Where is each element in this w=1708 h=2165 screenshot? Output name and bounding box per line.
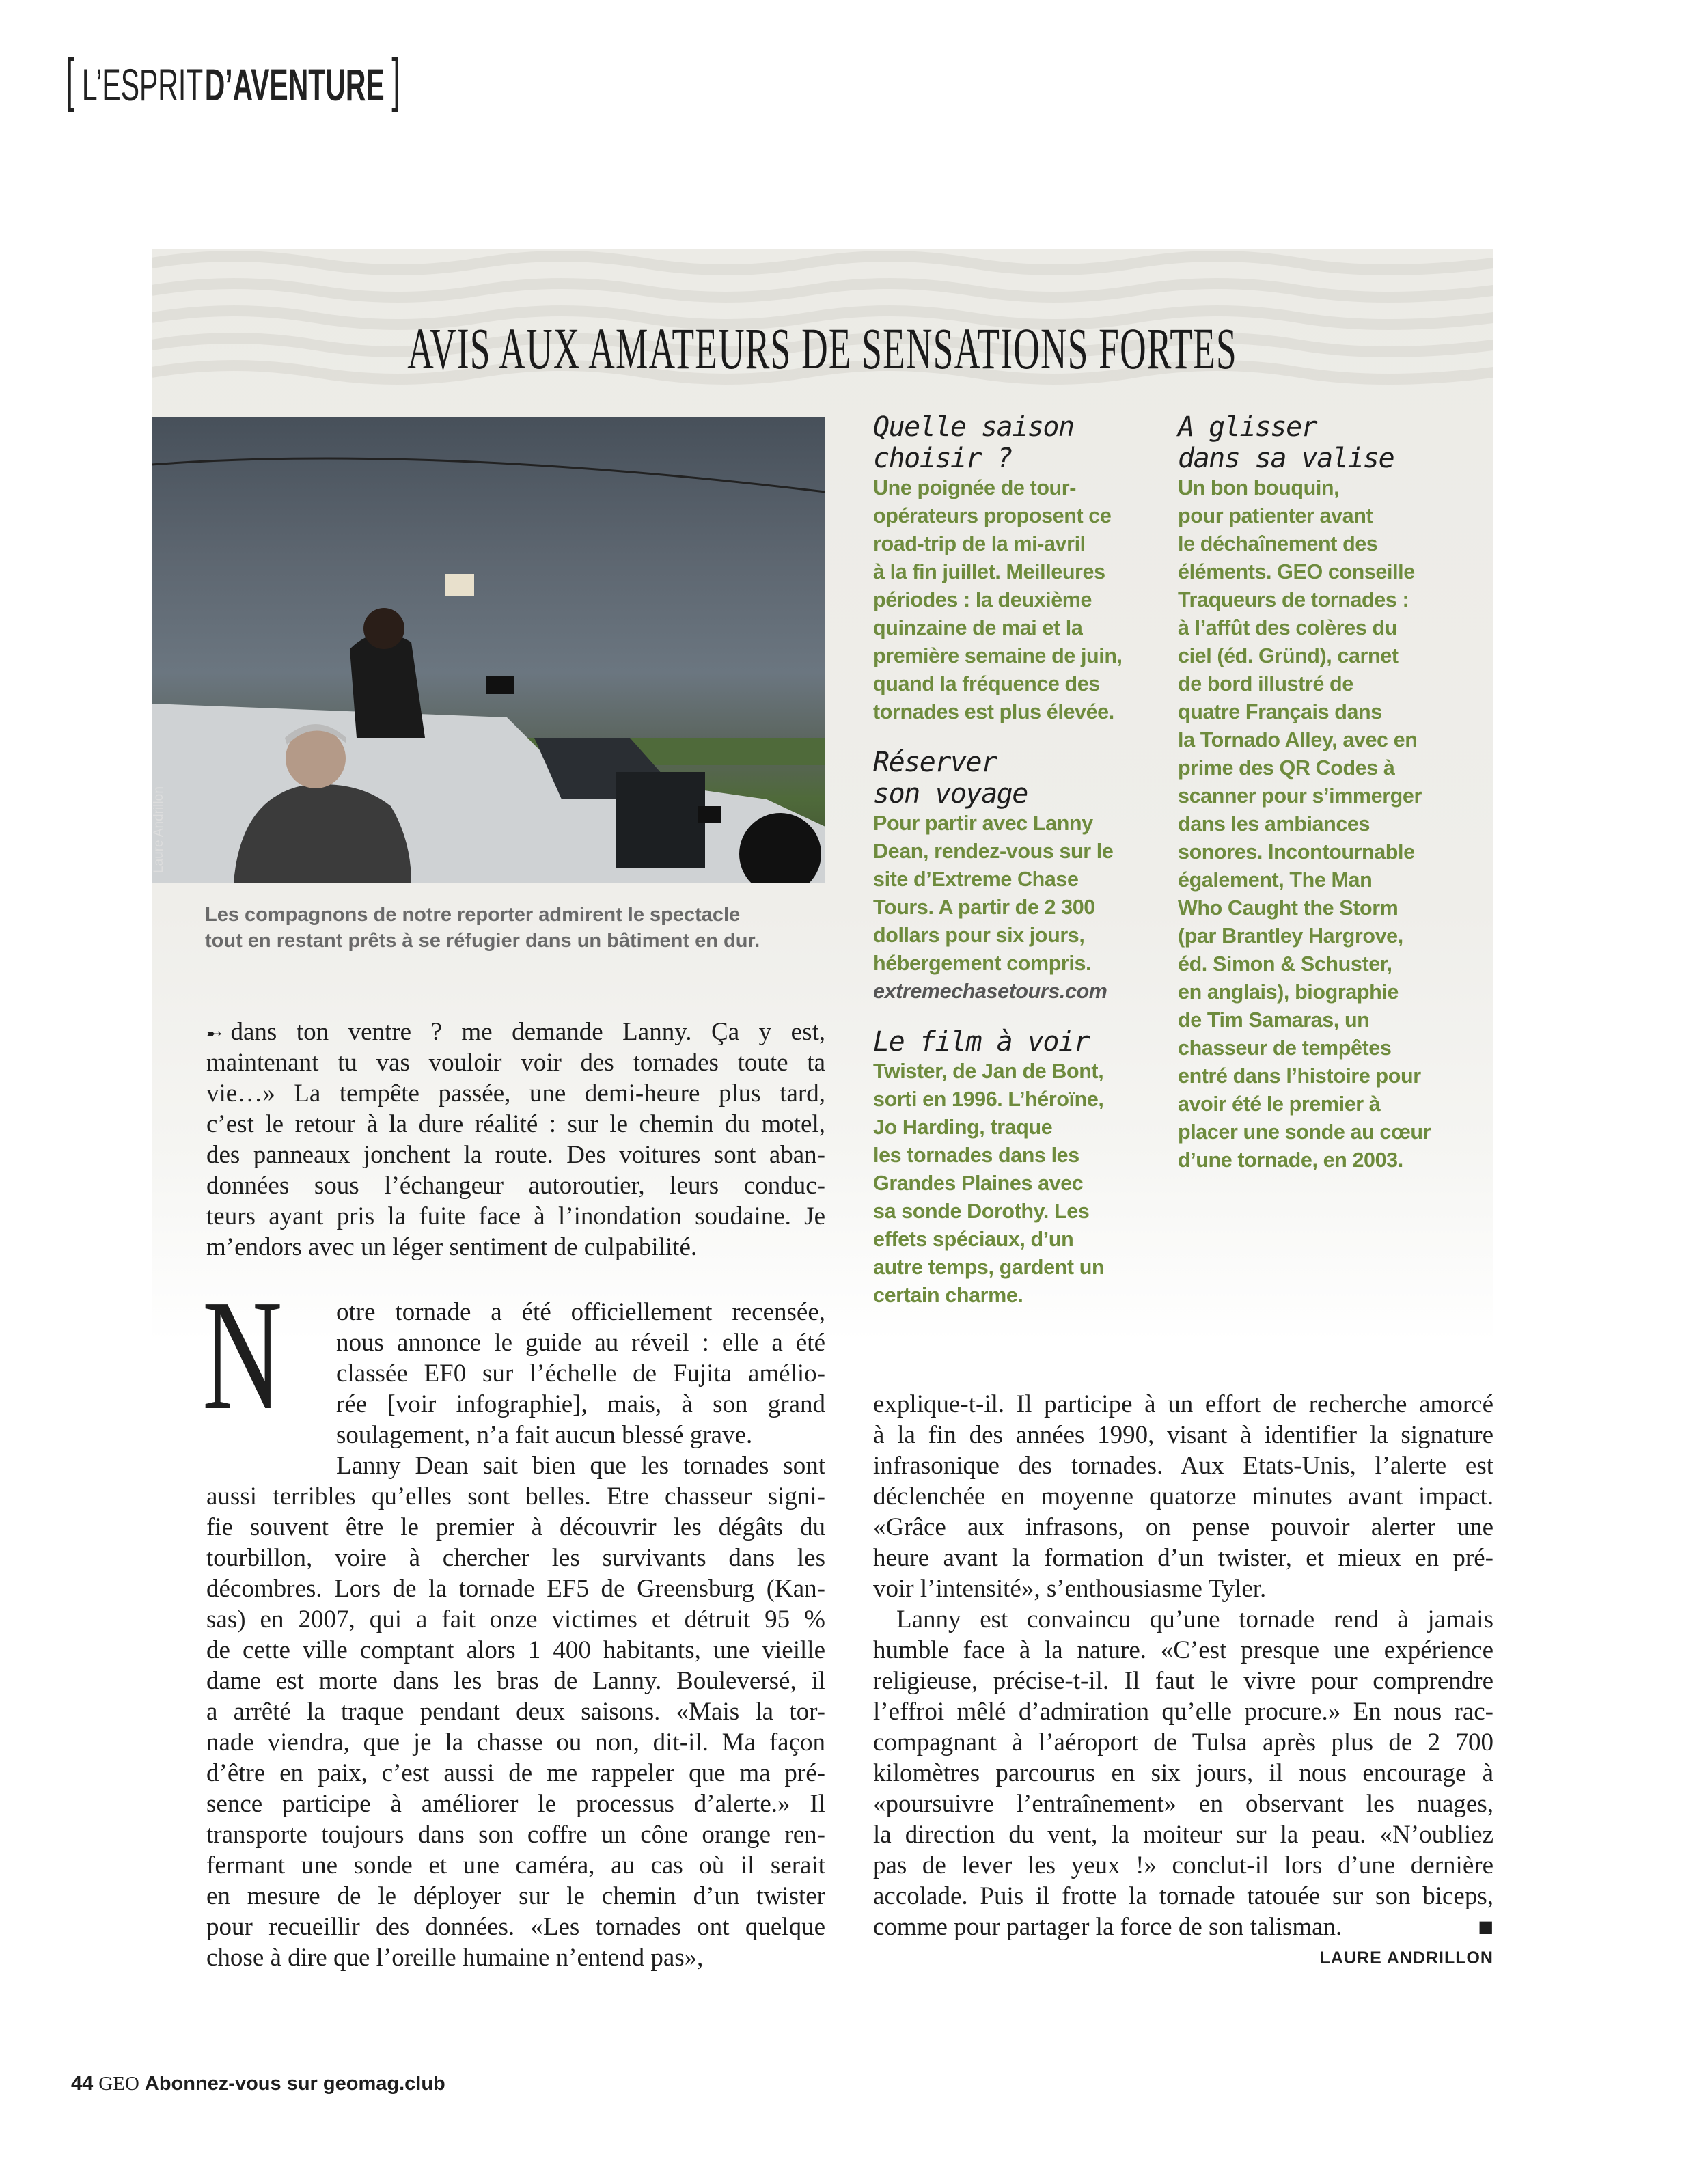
text-line xyxy=(873,1420,1493,1450)
text-line xyxy=(206,1912,825,1942)
text-line-content: chose à dire que l’oreille humaine n’entend pas», xyxy=(206,1944,704,1972)
tip-line: Grandes Plaines avec xyxy=(873,1172,1084,1195)
text-line-content: humble face à la nature. «C’est presque une expérience xyxy=(873,1636,1493,1664)
text-line xyxy=(873,1819,1493,1850)
tip-line: road-trip de la mi-avril xyxy=(873,532,1086,555)
text-line-content: déclenchée en moyenne quatorze minutes avant impact. xyxy=(873,1483,1493,1511)
text-line xyxy=(206,1481,825,1512)
text-line xyxy=(206,1604,825,1635)
text-line-content: explique-t-il. Il participe à un effort de recherche amorcé xyxy=(873,1390,1493,1418)
text-line xyxy=(873,1881,1493,1912)
text-line-content: l’effroi mêlé d’admiration qu’elle procure.» En nous rac- xyxy=(873,1698,1493,1726)
text-line-content: m’endors avec un léger sentiment de culpabilité. xyxy=(206,1233,698,1261)
tip-line: certain charme. xyxy=(873,1284,1023,1307)
tip-line: dans les ambiances xyxy=(1178,812,1370,836)
text-line-content: nous annonce le guide au réveil : elle a été xyxy=(336,1329,825,1357)
tip-line: placer une sonde au cœur xyxy=(1178,1120,1431,1144)
article-column-2 xyxy=(873,1389,1493,1942)
text-line-content: otre tornade a été officiellement recensée, xyxy=(336,1298,825,1326)
tip-line: Dean, rendez-vous sur le xyxy=(873,840,1114,863)
text-line xyxy=(206,1666,825,1696)
text-line-content: pas de lever les yeux !» conclut-il lors d’une dernière xyxy=(873,1851,1493,1879)
text-line-content: transporte toujours dans son coffre un cône orange ren- xyxy=(206,1821,825,1849)
text-line xyxy=(206,1727,825,1758)
text-line-content: voir l’intensité», s’enthousiasme Tyler. xyxy=(873,1575,1267,1603)
tip-line: de bord illustré de xyxy=(1178,672,1353,695)
text-line-content: données sous l’échangeur autoroutier, leurs conduc- xyxy=(206,1172,825,1200)
text-line-content: décombres. Lors de la tornade EF5 de Greensburg (Kan- xyxy=(206,1575,825,1603)
text-line-content: pour recueillir des données. «Les tornades ont quelque xyxy=(206,1913,825,1941)
bracket-left xyxy=(68,57,74,112)
text-line-content: rée [voir infographie], mais, à son grand xyxy=(336,1390,825,1418)
text-line xyxy=(206,1881,825,1912)
tip-line: effets spéciaux, d’un xyxy=(873,1228,1074,1251)
text-line xyxy=(206,1170,825,1201)
text-line xyxy=(873,1727,1493,1758)
text-line-content: comme pour partager la force de son talisman. xyxy=(873,1913,1342,1941)
tip-line: la Tornado Alley, avec en xyxy=(1178,728,1418,751)
heading-line: Quelle saison xyxy=(873,411,1074,443)
text-line-content: kilomètres parcourus en six jours, il nous encourage à xyxy=(873,1759,1493,1787)
text-line xyxy=(206,1942,825,1973)
text-line xyxy=(873,1450,1493,1481)
text-line-content: dame est morte dans les bras de Lanny. Bouleversé, il xyxy=(206,1667,825,1695)
section-gap xyxy=(873,1006,1146,1026)
storm-chasers-photo xyxy=(152,417,825,883)
drop-cap: N xyxy=(202,1267,283,1443)
text-line xyxy=(873,1389,1493,1420)
tip-line: sa sonde Dorothy. Les xyxy=(873,1200,1090,1223)
subscribe-link[interactable]: Abonnez-vous sur geomag.club xyxy=(144,2073,445,2095)
tip-line: de Tim Samaras, un xyxy=(1178,1008,1370,1032)
text-line-content: vie…» La tempête passée, une demi-heure plus tard, xyxy=(206,1079,825,1107)
tip-line: périodes : la deuxième xyxy=(873,588,1092,611)
text-line xyxy=(206,1543,825,1573)
text-line-content: «Grâce aux infrasons, on pense pouvoir alerter une xyxy=(873,1513,1493,1541)
heading-line: choisir ? xyxy=(873,443,1013,474)
text-line xyxy=(873,1512,1493,1543)
tip-line: sonores. Incontournable xyxy=(1178,840,1415,864)
tips-column-1 xyxy=(873,411,1146,1310)
tip-line: prime des QR Codes à xyxy=(1178,756,1395,780)
text-line-content: nade viendra, que je la chasse ou non, dit-il. Ma façon xyxy=(206,1728,825,1756)
text-line-content: classée EF0 sur l’échelle de Fujita amélio- xyxy=(336,1360,825,1388)
double-arrow-icon: ➸ xyxy=(206,1022,223,1045)
text-line-content: en mesure de le déployer sur le chemin d’un twister xyxy=(206,1882,825,1910)
tip-line: en anglais), biographie xyxy=(1178,980,1399,1004)
page-footer xyxy=(71,2073,445,2095)
section-gap xyxy=(873,726,1146,747)
tip-line: pour patienter avant xyxy=(1178,504,1373,527)
text-line-content: «poursuivre l’entraînement» en observant les nuages, xyxy=(873,1790,1493,1818)
tip-line: Jo Harding, traque xyxy=(873,1116,1053,1139)
text-line-content: accolade. Puis il frotte la tornade tatouée sur son biceps, xyxy=(873,1882,1493,1910)
heading-line: dans sa valise xyxy=(1178,443,1394,474)
text-line xyxy=(206,1232,825,1263)
heading-line: Réserver xyxy=(873,747,997,778)
tip-line: le déchaînement des xyxy=(1178,532,1378,555)
heading-line: Le film à voir xyxy=(873,1026,1090,1058)
text-line xyxy=(206,1635,825,1666)
tip-line: avoir été le premier à xyxy=(1178,1092,1381,1116)
text-line xyxy=(206,1758,825,1789)
tip-line: tornades est plus élevée. xyxy=(873,700,1114,723)
text-line xyxy=(873,1666,1493,1696)
page-number: 44 xyxy=(71,2073,94,2095)
text-line-content: à la fin des années 1990, visant à identifier la signature xyxy=(873,1421,1493,1449)
tip-line: Un bon bouquin, xyxy=(1178,476,1340,499)
text-line xyxy=(873,1789,1493,1819)
tip-line: quand la fréquence des xyxy=(873,672,1100,695)
tip-line: chasseur de tempêtes xyxy=(1178,1036,1392,1060)
text-line-content: aussi terribles qu’elles sont belles. Etre chasseur signi- xyxy=(206,1483,825,1511)
tip-line: d’une tornade, en 2003. xyxy=(1178,1148,1403,1172)
tip-line: hébergement compris. xyxy=(873,952,1092,975)
text-line-content: infrasonique des tornades. Aux Etats-Unis, l’alerte est xyxy=(873,1452,1493,1480)
text-line xyxy=(873,1912,1493,1942)
tip-line: sorti en 1996. L’héroïne, xyxy=(873,1088,1104,1111)
tips-column-2 xyxy=(1178,411,1492,1174)
text-line-content: a arrêté la traque pendant deux saisons. «Mais la tor- xyxy=(206,1698,825,1726)
text-line xyxy=(206,1696,825,1727)
text-line xyxy=(206,1047,825,1078)
text-line xyxy=(206,1420,825,1450)
tip-line: autre temps, gardent un xyxy=(873,1256,1105,1279)
section-heading xyxy=(873,1026,1146,1058)
text-line xyxy=(206,1573,825,1604)
text-line xyxy=(873,1481,1493,1512)
text-line xyxy=(206,1789,825,1819)
heading-line: son voyage xyxy=(873,778,1028,810)
section-heading xyxy=(873,411,1146,474)
brand-name: GEO xyxy=(98,2073,139,2095)
end-square-icon: ■ xyxy=(1478,1917,1493,1936)
article-intro-paragraph xyxy=(206,1017,825,1263)
text-line xyxy=(206,1850,825,1881)
tip-line: Traqueurs de tornades : xyxy=(1178,588,1409,611)
tip-line: Tours. A partir de 2 300 xyxy=(873,896,1095,919)
text-line xyxy=(206,1327,825,1358)
text-line-content: sence participe à améliorer le processus d’alerte.» Il xyxy=(206,1790,825,1818)
rubric-light: L’ESPRIT xyxy=(81,59,204,110)
text-line xyxy=(873,1696,1493,1727)
text-line xyxy=(873,1635,1493,1666)
text-line-content: teurs ayant pris la fuite face à l’inondation soudaine. Je xyxy=(206,1202,825,1230)
photo-credit: Laure Andrillon xyxy=(152,786,166,873)
tip-line: à la fin juillet. Meilleures xyxy=(873,560,1105,583)
tip-line: également, The Man xyxy=(1178,868,1373,892)
text-line-content: religieuse, précise-t-il. Il faut le vivre pour comprendre xyxy=(873,1667,1493,1695)
tip-line: Twister, de Jan de Bont, xyxy=(873,1060,1104,1083)
section-heading xyxy=(873,747,1146,810)
text-line-content: tourbillon, voire à chercher les survivants dans les xyxy=(206,1544,825,1572)
tip-line: quinzaine de mai et la xyxy=(873,616,1083,639)
section-heading xyxy=(1178,411,1492,474)
tip-line: dollars pour six jours, xyxy=(873,924,1085,947)
text-line-content: de cette ville comptant alors 1 400 habitants, une vieille xyxy=(206,1636,825,1664)
text-line xyxy=(206,1450,825,1481)
caption-line: tout en restant prêts à se réfugier dans un bâtiment en dur. xyxy=(205,930,760,952)
article-column-1 xyxy=(206,1297,825,1973)
text-line xyxy=(873,1573,1493,1604)
text-line xyxy=(873,1758,1493,1789)
tip-line: éléments. GEO conseille xyxy=(1178,560,1415,583)
text-line-content: d’être en paix, c’est aussi de me rappeler que ma pré- xyxy=(206,1759,825,1787)
heading-line: A glisser xyxy=(1178,411,1317,443)
text-line xyxy=(206,1389,825,1420)
text-line-content: c’est le retour à la dure réalité : sur le chemin du motel, xyxy=(206,1110,825,1138)
tip-line: scanner pour s’immerger xyxy=(1178,784,1422,808)
website-link[interactable]: extremechasetours.com xyxy=(873,980,1107,1003)
tip-line: les tornades dans les xyxy=(873,1144,1079,1167)
bracket-right xyxy=(392,57,398,112)
text-line xyxy=(206,1358,825,1389)
text-line-content: heure avant la formation d’un twister, et mieux en pré- xyxy=(873,1544,1493,1572)
section-rubric xyxy=(68,57,398,112)
text-line-content: la direction du vent, la moiteur sur la peau. «N’oubliez xyxy=(873,1821,1493,1849)
tip-line: Who Caught the Storm xyxy=(1178,896,1399,920)
tip-line: quatre Français dans xyxy=(1178,700,1382,723)
text-line-content: Lanny est convaincu qu’une tornade rend à jamais xyxy=(896,1605,1493,1633)
tip-line: éd. Simon & Schuster, xyxy=(1178,952,1392,976)
text-line-content: fie souvent être le premier à découvrir les dégâts du xyxy=(206,1513,825,1541)
tip-line: Pour partir avec Lanny xyxy=(873,812,1093,835)
text-line-content: sas) en 2007, qui a fait onze victimes et détruit 95 % xyxy=(206,1605,825,1633)
text-line xyxy=(873,1543,1493,1573)
text-line xyxy=(206,1140,825,1170)
tip-line: opérateurs proposent ce xyxy=(873,504,1112,527)
text-line-content: compagnant à l’aéroport de Tulsa après plus de 2 700 xyxy=(873,1728,1493,1756)
caption-line: Les compagnons de notre reporter admirent le spectacle xyxy=(205,904,741,926)
photo-illustration xyxy=(152,417,825,883)
author-signature: LAURE ANDRILLON xyxy=(1319,1948,1493,1968)
text-line xyxy=(873,1850,1493,1881)
tip-line: ciel (éd. Gründ), carnet xyxy=(1178,644,1399,667)
text-line-content: fermant une sonde et une caméra, au cas où il serait xyxy=(206,1851,825,1879)
text-line xyxy=(206,1819,825,1850)
text-line xyxy=(206,1201,825,1232)
text-line-content: maintenant tu vas vouloir voir des tornades toute ta xyxy=(206,1049,825,1077)
text-line xyxy=(206,1078,825,1109)
tip-line: entré dans l’histoire pour xyxy=(1178,1064,1421,1088)
tip-line: (par Brantley Hargrove, xyxy=(1178,924,1403,948)
tip-line: Une poignée de tour- xyxy=(873,476,1077,499)
text-line-content: Lanny Dean sait bien que les tornades sont xyxy=(336,1452,825,1480)
text-line-content: des panneaux jonchent la route. Des voitures sont aban- xyxy=(206,1141,825,1169)
tip-line: site d’Extreme Chase xyxy=(873,868,1079,891)
tip-line: première semaine de juin, xyxy=(873,644,1122,667)
text-line xyxy=(206,1297,825,1327)
photo-caption xyxy=(205,902,820,954)
rubric-bold: D’AVENTURE xyxy=(204,59,385,110)
text-line-content: dans ton ventre ? me demande Lanny. Ça y est, xyxy=(230,1018,825,1046)
text-line xyxy=(206,1017,825,1047)
tip-line: à l’affût des colères du xyxy=(1178,616,1397,639)
box-title xyxy=(152,314,1493,383)
box-title-text: AVIS AUX AMATEURS DE SENSATIONS FORTES xyxy=(407,316,1238,381)
text-line-content: soulagement, n’a fait aucun blessé grave. xyxy=(336,1421,753,1449)
text-line xyxy=(206,1512,825,1543)
text-line xyxy=(873,1604,1493,1635)
text-line xyxy=(206,1109,825,1140)
